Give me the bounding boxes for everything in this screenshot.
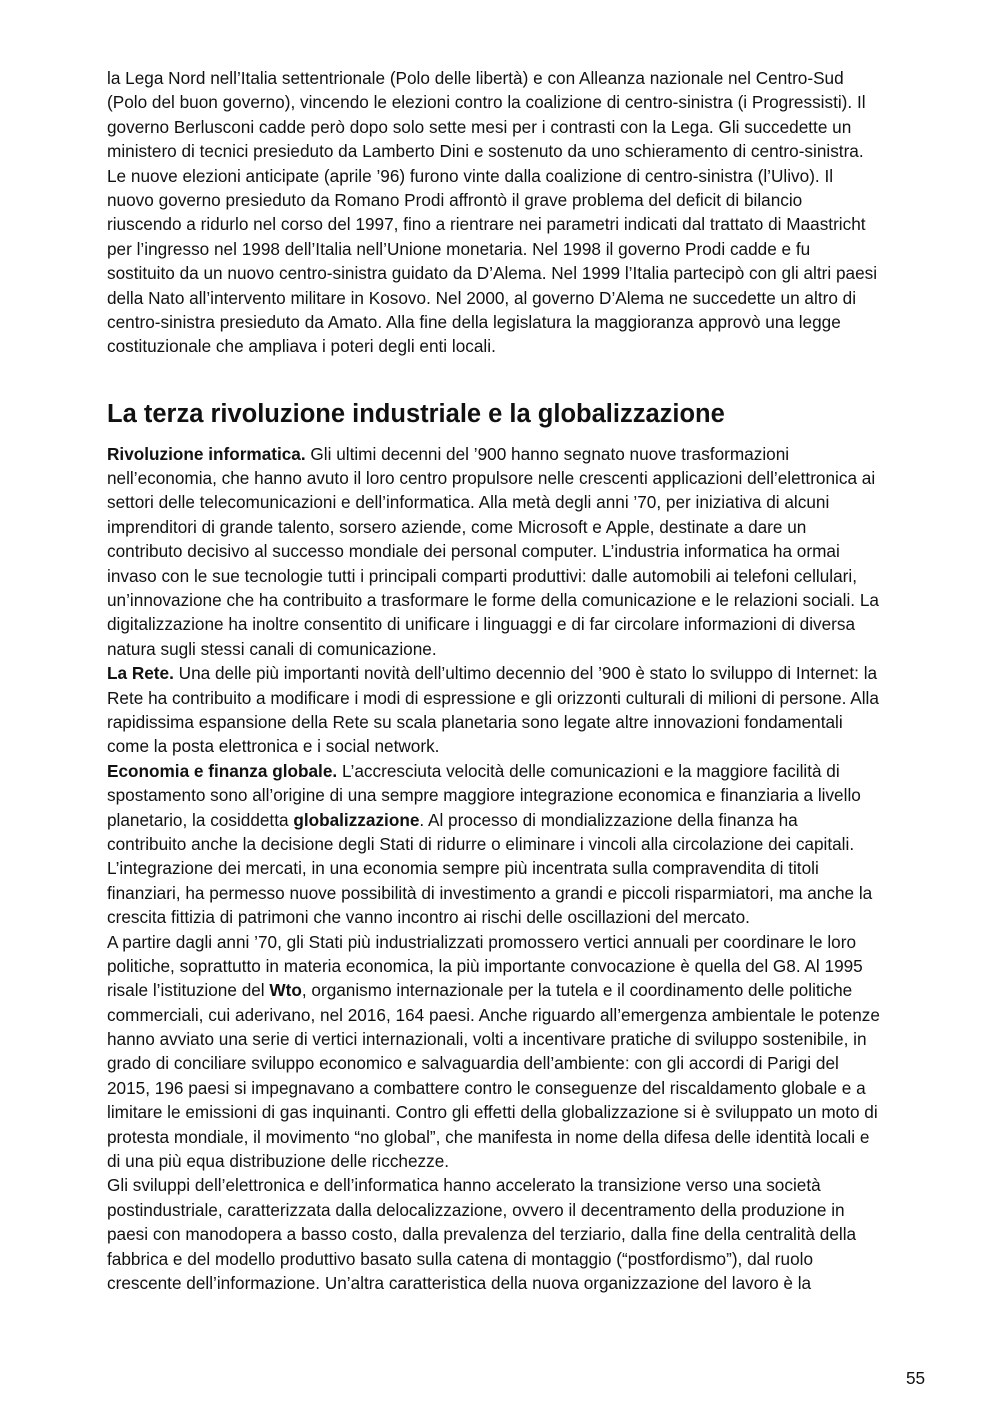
text-line <box>107 612 943 636</box>
text-segment: come la posta elettronica e i social network. <box>107 736 440 757</box>
section-body <box>107 442 943 1296</box>
text-line <box>107 734 943 758</box>
text-line <box>107 710 943 734</box>
text-line: Le nuove elezioni anticipate (aprile ’96) furono vinte dalla coalizione di centro-sinistra (l’Ulivo). Il <box>107 165 834 186</box>
text-line <box>107 588 943 612</box>
text-line <box>107 1173 943 1197</box>
text-segment: natura sugli stessi canali di comunicazione. <box>107 638 437 659</box>
text-line <box>107 1027 943 1051</box>
text-line <box>107 905 943 929</box>
text-segment: commerciali, cui aderivano, nel 2016, 164 paesi. Anche riguardo all’emergenza ambientale le potenze <box>107 1004 880 1025</box>
text-segment: planetario, la cosiddetta <box>107 809 294 830</box>
text-line <box>107 1198 943 1222</box>
text-segment: . Al processo di mondializzazione della finanza ha <box>419 809 798 830</box>
text-segment: 2015, 196 paesi si impegnavano a combattere contro le conseguenze del riscaldamento globale e a <box>107 1077 866 1098</box>
text-line <box>107 1100 943 1124</box>
text-segment: hanno avviato una serie di vertici internazionali, volti a incentivare pratiche di sviluppo sostenibile, in <box>107 1029 867 1050</box>
text-line <box>107 1003 943 1027</box>
text-segment: settori delle telecomunicazioni e dell’informatica. Alla metà degli anni ’70, per iniziativa di alcuni <box>107 492 830 513</box>
text-segment: politiche, soprattutto in materia economica, la più importante convocazione è quella del G8. Al 1995 <box>107 955 863 976</box>
text-line <box>107 515 943 539</box>
text-line <box>107 783 943 807</box>
text-line <box>107 1076 943 1100</box>
text-line <box>107 442 943 466</box>
text-line: ministero di tecnici presieduto da Lamberto Dini e sostenuto da uno schieramento di centro-sinistra. <box>107 141 864 162</box>
text-line: nuovo governo presieduto da Romano Prodi affrontò il grave problema del deficit di bilancio <box>107 189 803 210</box>
section-heading: La terza rivoluzione industriale e la globalizzazione <box>107 399 725 428</box>
text-line <box>107 466 943 490</box>
text-segment: Una delle più importanti novità dell’ultimo decennio del ’900 è stato lo sviluppo di Internet: la <box>173 663 878 684</box>
text-line <box>107 661 943 685</box>
text-line <box>107 759 943 783</box>
text-segment: crescita fittizia di patrimoni che vanno incontro ai rischi delle oscillazioni del mercato. <box>107 907 750 928</box>
text-line <box>107 490 943 514</box>
bold-term: Economia e finanza globale. <box>107 760 338 781</box>
text-segment: di una più equa distribuzione delle ricchezze. <box>107 1151 450 1172</box>
text-line <box>107 881 943 905</box>
bold-term: Wto <box>269 980 302 1001</box>
text-line <box>107 1222 943 1246</box>
text-segment: Gli sviluppi dell’elettronica e dell’informatica hanno accelerato la transizione verso una società <box>107 1175 821 1196</box>
text-segment: risale l’istituzione del <box>107 980 270 1001</box>
text-segment: grado di conciliare sviluppo economico e salvaguardia dell’ambiente: con gli accordi di Parigi del <box>107 1053 839 1074</box>
text-line: costituzionale che ampliava i poteri degli enti locali. <box>107 336 496 357</box>
text-segment: finanziari, ha permesso nuove possibilità di investimento a grandi e piccoli risparmiatori, ma anche la <box>107 882 873 903</box>
text-segment: A partire dagli anni ’70, gli Stati più industrializzati promossero vertici annuali per coordinare le loro <box>107 931 856 952</box>
text-line <box>107 1125 943 1149</box>
text-segment: Gli ultimi decenni del ’900 hanno segnato nuove trasformazioni <box>305 443 790 464</box>
intro-paragraph <box>107 66 943 359</box>
text-segment: , organismo internazionale per la tutela e il coordinamento delle politiche <box>301 980 853 1001</box>
text-line: sostituito da un nuovo centro-sinistra guidato da D’Alema. Nel 1999 l’Italia partecipò con gli altri paesi <box>107 263 878 284</box>
text-line: (Polo del buon governo), vincendo le elezioni contro la coalizione di centro-sinistra (i Progressisti). Il <box>107 92 866 113</box>
text-line <box>107 978 943 1002</box>
text-segment: L’accresciuta velocità delle comunicazioni e la maggiore facilità di <box>337 760 840 781</box>
text-line <box>107 1051 943 1075</box>
text-segment: protesta mondiale, il movimento “no global”, che manifesta in nome della difesa delle identità locali e <box>107 1126 870 1147</box>
text-segment: imprenditori di grande talento, sorsero aziende, come Microsoft e Apple, destinate a dare un <box>107 516 807 537</box>
text-line: la Lega Nord nell’Italia settentrionale (Polo delle libertà) e con Alleanza nazionale nel Centro-Sud <box>107 68 844 88</box>
text-segment: un’innovazione che ha contribuito a trasformare le forme della comunicazione e le relazioni sociali. La <box>107 590 879 611</box>
bold-term: Rivoluzione informatica. <box>107 443 306 464</box>
text-segment: limitare le emissioni di gas inquinanti. Contro gli effetti della globalizzazione si è sviluppato un moto di <box>107 1102 878 1123</box>
text-line: centro-sinistra presieduto da Amato. Alla fine della legislatura la maggioranza approvò una legge <box>107 311 841 332</box>
text-line <box>107 1247 943 1271</box>
bold-term: globalizzazione <box>293 809 420 830</box>
text-segment: contributo decisivo al successo mondiale dei personal computer. L’industria informatica ha ormai <box>107 541 840 562</box>
text-segment: rapidissima espansione della Rete su scala planetaria sono legate altre innovazioni fondamentali <box>107 711 843 732</box>
text-segment: fabbrica e del modello produttivo basato sulla catena di montaggio (“postfordismo”), dal ruolo <box>107 1248 814 1269</box>
text-segment: nell’economia, che hanno avuto il loro centro propulsore nelle crescenti applicazioni dell’elettronica ai <box>107 468 876 489</box>
text-line <box>107 564 943 588</box>
page-content <box>107 66 943 1295</box>
text-line <box>107 637 943 661</box>
text-line <box>107 1271 943 1295</box>
text-segment: L’integrazione dei mercati, in una economia sempre più incentrata sulla compravendita di titoli <box>107 858 819 879</box>
text-line: della Nato all’intervento militare in Kosovo. Nel 2000, al governo D’Alema ne succedette un altro di <box>107 287 857 308</box>
text-line: governo Berlusconi cadde però dopo solo sette mesi per i contrasti con la Lega. Gli succedette un <box>107 116 852 137</box>
text-line <box>107 856 943 880</box>
text-segment: paesi con manodopera a basso costo, dalla prevalenza del terziario, dalla fine della centralità della <box>107 1224 857 1245</box>
text-line <box>107 954 943 978</box>
text-segment: spostamento sono all’origine di una sempre maggiore integrazione economica e finanziaria a livello <box>107 785 861 806</box>
bold-term: La Rete. <box>107 663 174 684</box>
text-line <box>107 930 943 954</box>
text-line <box>107 1149 943 1173</box>
text-segment: digitalizzazione ha inoltre consentito di unificare i linguaggi e di far circolare informazioni di diversa <box>107 614 856 635</box>
text-segment: Rete ha contribuito a modificare i modi di espressione e gli orizzonti culturali di milioni di persone. Alla <box>107 687 879 708</box>
text-segment: contribuito anche la decisione degli Stati di ridurre o eliminare i vincoli alla circolazione dei capitali. <box>107 833 855 854</box>
text-line: per l’ingresso nel 1998 dell’Italia nell’Unione monetaria. Nel 1998 il governo Prodi cadde e fu <box>107 238 811 259</box>
text-segment: crescente dell’informazione. Un’altra caratteristica della nuova organizzazione del lavoro è la <box>107 1272 812 1293</box>
page-number: 55 <box>906 1368 926 1388</box>
text-segment: postindustriale, caratterizzata dalla delocalizzazione, ovvero il decentramento della produzione in <box>107 1199 845 1220</box>
text-line <box>107 539 943 563</box>
text-line <box>107 686 943 710</box>
text-line <box>107 832 943 856</box>
text-line: riuscendo a ridurlo nel corso del 1997, fino a rientrare nei parametri indicati dal trattato di Maastricht <box>107 214 866 235</box>
text-segment: invaso con le sue tecnologie tutti i principali comparti produttivi: dalle automobili ai telefoni cellulari, <box>107 565 857 586</box>
text-line <box>107 808 943 832</box>
